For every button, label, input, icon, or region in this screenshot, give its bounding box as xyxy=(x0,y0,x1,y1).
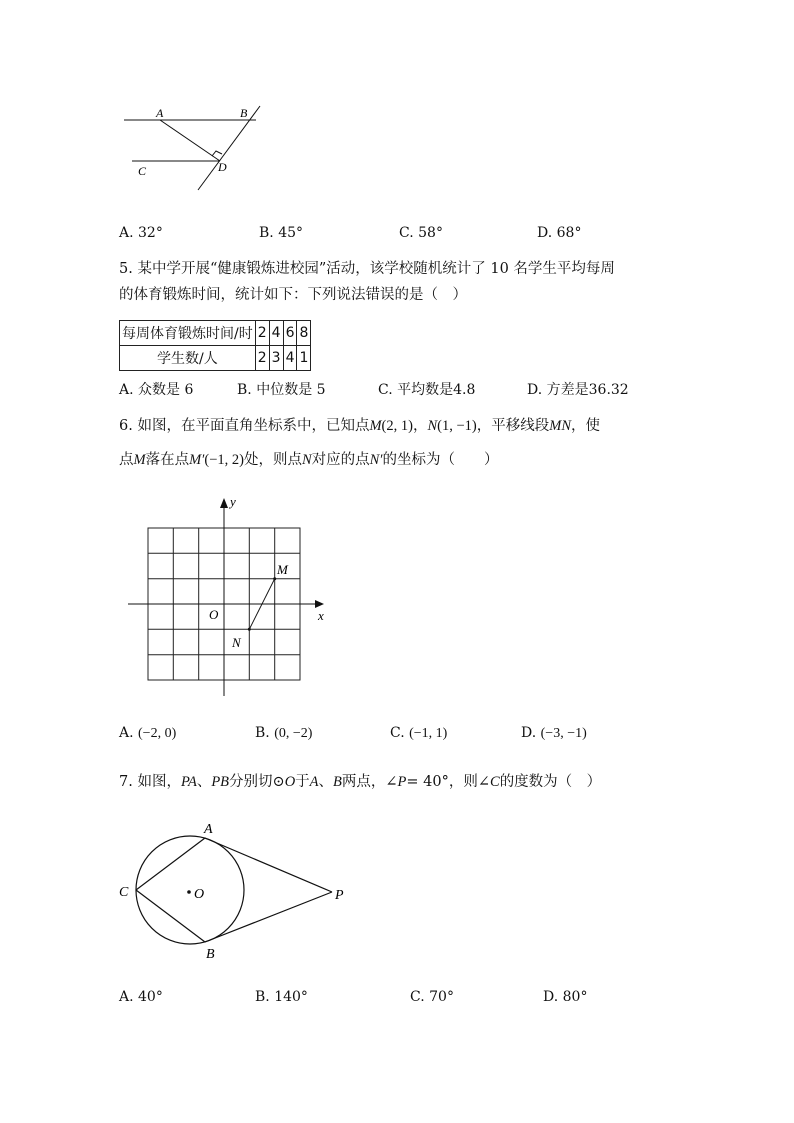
table-cell: 6 xyxy=(283,321,297,346)
circle-symbol: ⊙ xyxy=(272,774,285,790)
option-letter: B. xyxy=(255,989,270,1005)
option-letter: D. xyxy=(537,225,553,241)
q7-text: = 40°，则∠ xyxy=(406,774,491,790)
label-B: B xyxy=(240,106,248,120)
q7-var-PB: PB xyxy=(211,774,230,790)
option-letter: C. xyxy=(410,989,425,1005)
table-cell: 8 xyxy=(297,321,311,346)
q6-text: 处，则点 xyxy=(243,452,302,468)
q5-option-a[interactable] xyxy=(119,379,193,399)
table-row xyxy=(120,346,311,371)
q7-option-a[interactable] xyxy=(119,989,163,1005)
option-letter: A. xyxy=(119,382,134,398)
option-letter: C. xyxy=(399,225,414,241)
q6-option-a[interactable] xyxy=(119,725,176,742)
q4-option-b[interactable] xyxy=(259,225,303,241)
option-value: 方差是36.32 xyxy=(546,382,629,398)
q6-var-N: N xyxy=(301,452,312,468)
q6-stem-line2 xyxy=(119,450,498,470)
q7-text: 于 xyxy=(295,774,310,790)
q7-text: 分别切 xyxy=(229,774,273,790)
q6-option-d[interactable] xyxy=(521,725,587,742)
option-letter: D. xyxy=(527,382,543,398)
table-cell: 4 xyxy=(283,346,297,371)
q6-var-N: N xyxy=(427,418,438,434)
option-value: 中位数是 5 xyxy=(256,382,326,398)
table-cell: 3 xyxy=(269,346,283,371)
label-y: y xyxy=(230,494,236,509)
q5-stem-line2: 的体育锻炼时间，统计如下：下列说法错误的是（ ） xyxy=(119,287,467,303)
q5-stat-table xyxy=(119,320,311,371)
option-letter: A. xyxy=(119,225,134,241)
table-cell: 2 xyxy=(255,321,269,346)
point-m xyxy=(273,577,276,580)
q5-option-d[interactable] xyxy=(527,379,629,399)
q6-stem-line1 xyxy=(119,416,600,436)
option-value: 40° xyxy=(138,989,163,1005)
point-n xyxy=(248,628,251,631)
q6-coord-M: (2, 1) xyxy=(381,418,413,434)
table-cell: 2 xyxy=(255,346,269,371)
option-letter: B. xyxy=(259,225,274,241)
chord-ca xyxy=(136,838,205,890)
q5-option-b[interactable] xyxy=(237,379,326,399)
option-letter: C. xyxy=(378,382,393,398)
q6-text: 落在点 xyxy=(145,452,190,468)
tangent-pa xyxy=(205,838,332,892)
q7-option-d[interactable] xyxy=(543,989,587,1005)
label-A: A xyxy=(156,106,164,120)
q7-text: 、 xyxy=(196,774,212,790)
q7-option-b[interactable] xyxy=(255,989,308,1005)
q6-var-M: M xyxy=(133,452,146,468)
transversal-bd xyxy=(198,106,260,190)
option-letter: C. xyxy=(390,725,405,741)
q6-text: 的坐标为（ ） xyxy=(382,452,499,468)
q7-text: 、 xyxy=(318,774,334,790)
option-value: 140° xyxy=(274,989,308,1005)
q6-option-b[interactable] xyxy=(255,725,312,742)
q6-text: 6. 如图，在平面直角坐标系中，已知点 xyxy=(119,418,370,434)
q7-var-C: C xyxy=(490,774,500,790)
q7-stem xyxy=(119,772,601,792)
q7-var-A: A xyxy=(309,774,319,790)
right-angle-mark xyxy=(212,151,222,156)
label-x: x xyxy=(318,608,324,623)
center-o xyxy=(187,890,191,894)
q7-text: 7. 如图， xyxy=(119,774,181,790)
label-B: B xyxy=(206,947,215,962)
segment-ad xyxy=(160,120,220,161)
x-axis-arrow xyxy=(315,600,324,608)
label-m: M xyxy=(277,562,288,577)
option-value: 平均数是4.8 xyxy=(397,382,476,398)
q7-var-B: B xyxy=(333,774,342,790)
option-letter: D. xyxy=(521,725,537,741)
option-value: 68° xyxy=(556,225,582,241)
label-P: P xyxy=(335,888,344,903)
option-value: 众数是 6 xyxy=(138,382,194,398)
option-value: (−3, −1) xyxy=(540,726,587,741)
option-value: 80° xyxy=(562,989,588,1005)
q7-option-c[interactable] xyxy=(410,989,454,1005)
option-letter: B. xyxy=(255,725,270,741)
option-value: (−1, 1) xyxy=(409,726,448,741)
circle-o xyxy=(136,836,244,944)
q4-option-d[interactable] xyxy=(537,225,581,241)
q6-coord-M-prime: (−1, 2) xyxy=(204,452,244,468)
q6-text: 对应的点 xyxy=(311,452,370,468)
q4-option-a[interactable] xyxy=(119,225,163,241)
q5-option-c[interactable] xyxy=(378,379,475,399)
label-D: D xyxy=(218,160,227,174)
tangent-pb xyxy=(205,892,332,942)
table-header-students: 学生数/人 xyxy=(120,346,256,371)
q4-figure xyxy=(118,100,278,195)
q4-option-c[interactable] xyxy=(399,225,443,241)
option-letter: B. xyxy=(237,382,252,398)
q6-option-c[interactable] xyxy=(390,725,447,742)
q6-coordinate-figure xyxy=(120,488,340,703)
table-header-time: 每周体育锻炼时间/时 xyxy=(120,321,256,346)
q6-var-N-prime: N′ xyxy=(369,452,383,468)
q6-text: 点 xyxy=(119,452,134,468)
q6-text: ， xyxy=(412,418,428,434)
option-value: 32° xyxy=(138,225,163,241)
q7-text: 两点，∠ xyxy=(341,774,398,790)
q6-text: ，使 xyxy=(570,418,600,434)
q6-var-M-prime: M′ xyxy=(189,452,205,468)
option-value: 45° xyxy=(278,225,304,241)
table-row xyxy=(120,321,311,346)
option-value: 70° xyxy=(429,989,454,1005)
label-C: C xyxy=(119,885,129,900)
q7-circle-figure xyxy=(112,818,362,966)
table-cell: 1 xyxy=(297,346,311,371)
q7-var-P: P xyxy=(397,774,407,790)
option-letter: A. xyxy=(119,725,134,741)
option-value: 58° xyxy=(418,225,443,241)
label-O: O xyxy=(194,887,205,902)
q6-text: ，平移线段 xyxy=(476,418,550,434)
option-letter: A. xyxy=(119,989,134,1005)
option-value: (0, −2) xyxy=(274,726,313,741)
label-C: C xyxy=(138,164,147,178)
q7-text: 的度数为（ ） xyxy=(499,774,602,790)
q7-var-PA: PA xyxy=(180,774,197,790)
label-A: A xyxy=(204,822,213,837)
option-value: (−2, 0) xyxy=(138,726,177,741)
q6-var-MN: MN xyxy=(549,418,571,434)
label-n: N xyxy=(232,635,241,650)
q7-var-O: O xyxy=(284,774,296,790)
y-axis-arrow xyxy=(220,498,228,508)
q6-coord-N: (1, −1) xyxy=(437,418,477,434)
option-letter: D. xyxy=(543,989,559,1005)
q5-stem-line1: 5. 某中学开展“健康锻炼进校园”活动，该学校随机统计了 10 名学生平均每周 xyxy=(119,261,615,277)
q6-var-M: M xyxy=(369,418,382,434)
label-origin: O xyxy=(209,607,219,622)
table-cell: 4 xyxy=(269,321,283,346)
